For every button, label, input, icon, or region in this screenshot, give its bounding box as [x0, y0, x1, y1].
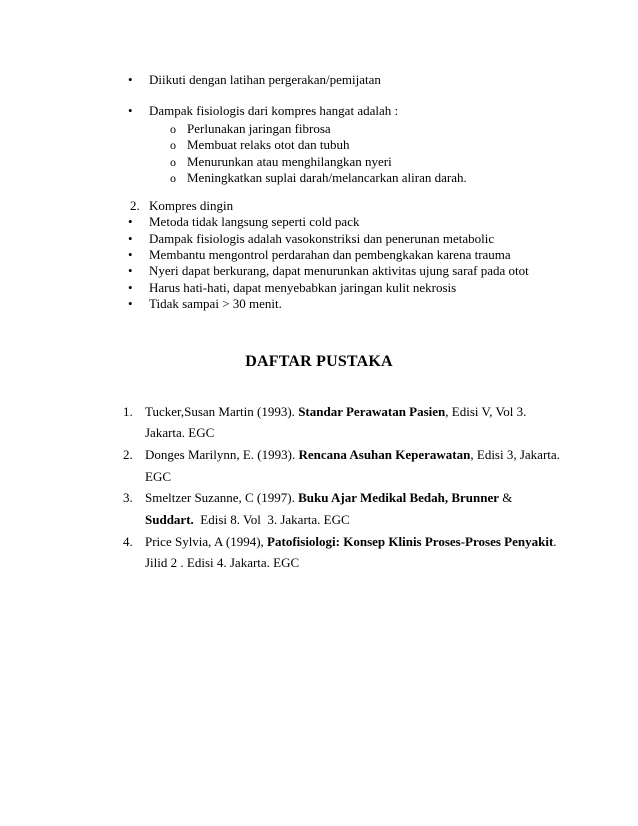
reference-number: 4. [123, 534, 133, 549]
sub-bullet-glyph: o [170, 171, 176, 185]
reference-author: Donges Marilynn, E. (1993). [145, 447, 299, 462]
bullet-text: Dampak fisiologis dari kompres hangat adalah : [149, 103, 399, 118]
reference-title: Patofisiologi: Konsep Klinis Proses-Proses Penyakit [267, 534, 554, 549]
reference-publisher: Jakarta. EGC [145, 425, 215, 440]
reference-author: Tucker,Susan Martin (1993). [145, 404, 299, 419]
section-number: 2. [130, 198, 140, 213]
bullet-glyph: • [128, 231, 133, 246]
reference-number: 3. [123, 490, 133, 505]
reference-details: , Edisi V, Vol 3. [445, 404, 527, 419]
reference-publisher: EGC [145, 469, 171, 484]
reference-details: . [553, 534, 557, 549]
bullet-glyph: • [128, 296, 133, 311]
sub-bullet-glyph: o [170, 155, 176, 169]
sub-item-text: Membuat relaks otot dan tubuh [187, 137, 350, 152]
bullet-glyph: • [128, 214, 133, 229]
bullet-text: Dampak fisiologis adalah vasokonstriksi dan penerunan metabolic [149, 231, 495, 246]
sub-item-text: Meningkatkan suplai darah/melancarkan aliran darah. [187, 170, 467, 185]
reference-details: , Edisi 3, Jakarta. [470, 447, 560, 462]
reference-title: Buku Ajar Medikal Bedah, Brunner [298, 490, 500, 505]
reference-line [145, 469, 171, 485]
bullet-glyph: • [128, 280, 133, 295]
reference-number: 2. [123, 447, 133, 462]
reference-details: & [499, 490, 513, 505]
section-title: Kompres dingin [149, 198, 234, 213]
bullet-text: Harus hati-hati, dapat menyebabkan jaringan kulit nekrosis [149, 280, 457, 295]
reference-author: Smeltzer Suzanne, C (1997). [145, 490, 299, 505]
reference-title: Standar Perawatan Pasien [298, 404, 446, 419]
bullet-text: Membantu mengontrol perdarahan dan pembengkakan karena trauma [149, 247, 511, 262]
reference-line [145, 447, 560, 463]
reference-publisher: Edisi 8. Vol 3. Jakarta. EGC [193, 512, 350, 527]
bullet-text: Nyeri dapat berkurang, dapat menurunkan aktivitas ujung saraf pada otot [149, 263, 529, 278]
reference-line [145, 555, 299, 571]
bullet-text: Metoda tidak langsung seperti cold pack [149, 214, 360, 229]
sub-bullet-glyph: o [170, 138, 176, 152]
bullet-glyph: • [128, 72, 133, 87]
sub-item-text: Menurunkan atau menghilangkan nyeri [187, 154, 392, 169]
reference-line [145, 425, 214, 441]
reference-line [145, 534, 557, 550]
sub-item-text: Perlunakan jaringan fibrosa [187, 121, 331, 136]
reference-line [145, 404, 526, 420]
bullet-text: Tidak sampai > 30 menit. [149, 296, 282, 311]
bullet-glyph: • [128, 263, 133, 278]
reference-line [145, 490, 512, 506]
sub-bullet-glyph: o [170, 122, 176, 136]
reference-number: 1. [123, 404, 133, 419]
reference-title-cont: Suddart. [145, 512, 194, 527]
reference-publisher: Jilid 2 . Edisi 4. Jakarta. EGC [145, 555, 300, 570]
reference-author: Price Sylvia, A (1994), [145, 534, 268, 549]
reference-line [145, 512, 350, 528]
bullet-text: Diikuti dengan latihan pergerakan/pemijatan [149, 72, 381, 87]
reference-title: Rencana Asuhan Keperawatan [298, 447, 471, 462]
bullet-glyph: • [128, 247, 133, 262]
bibliography-heading: DAFTAR PUSTAKA [245, 353, 393, 370]
bullet-glyph: • [128, 103, 133, 118]
